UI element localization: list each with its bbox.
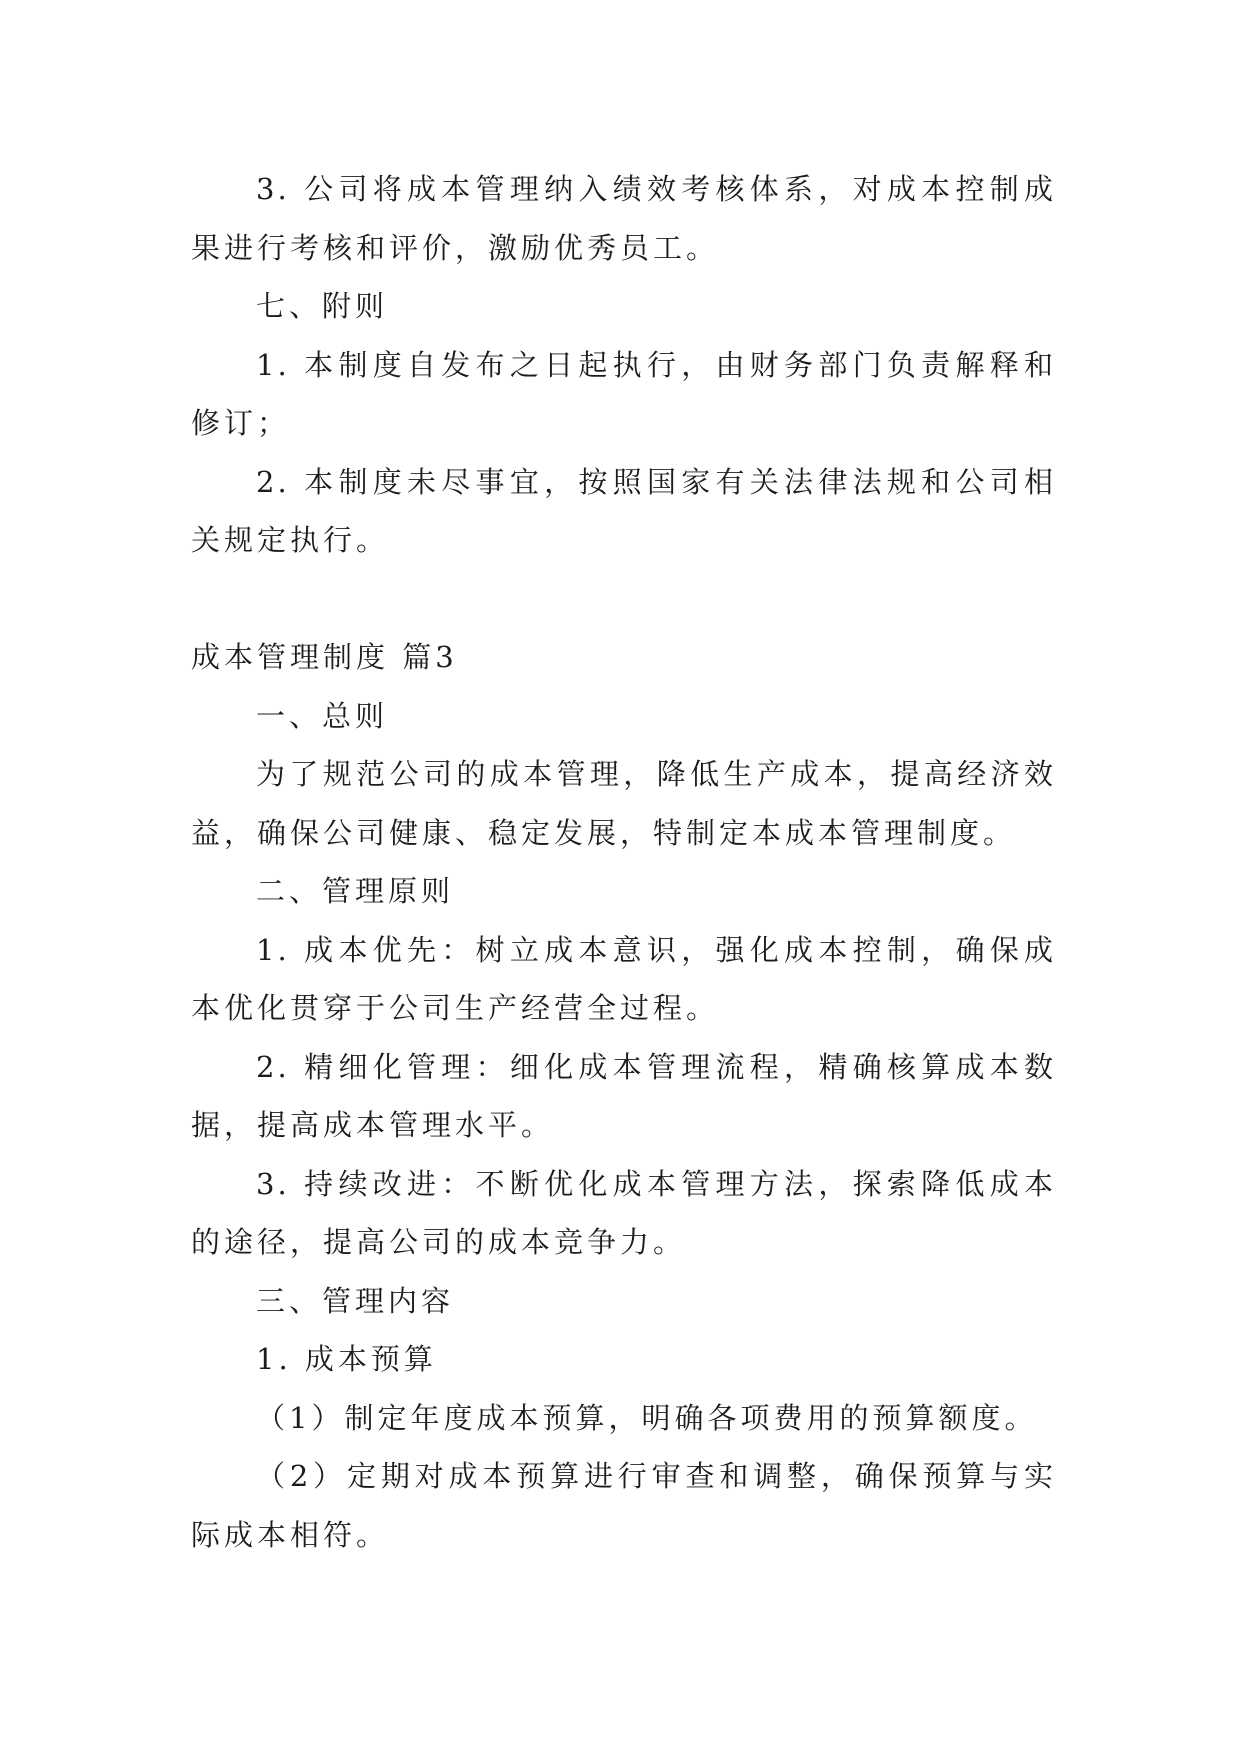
paragraph-performance-review xyxy=(191,160,1056,277)
paragraph-principle-3 xyxy=(191,1155,1056,1272)
paragraph-line: 际成本相符。 xyxy=(191,1517,390,1552)
paragraph-line: 益，确保公司健康、稳定发展，特制定本成本管理制度。 xyxy=(191,815,1017,850)
paragraph-line: （2）定期对成本预算进行审查和调整，确保预算与实 xyxy=(256,1459,1056,1493)
paragraph-principle-1 xyxy=(191,921,1056,1038)
paragraph-line: （1）制定年度成本预算，明确各项费用的预算额度。 xyxy=(256,1400,1038,1435)
section-heading-principles: 二、管理原则 xyxy=(256,874,455,908)
document-part-title: 成本管理制度 篇3 xyxy=(191,640,458,674)
paragraph-appendix-1 xyxy=(191,336,1056,453)
paragraph-line: 果进行考核和评价，激励优秀员工。 xyxy=(191,230,720,265)
paragraph-line: 2. 精细化管理：细化成本管理流程，精确核算成本数 xyxy=(256,1049,1056,1084)
paragraph-line: 3. 公司将成本管理纳入绩效考核体系，对成本控制成 xyxy=(256,172,1056,206)
paragraph-line: 修订； xyxy=(191,406,291,440)
subheading-cost-budget: 1. 成本预算 xyxy=(256,1342,437,1376)
paragraph-principle-2 xyxy=(191,1038,1056,1155)
document-body xyxy=(191,160,1056,1564)
paragraph-line: 1. 成本优先：树立成本意识，强化成本控制，确保成 xyxy=(256,932,1056,967)
section-heading-general: 一、总则 xyxy=(256,698,389,733)
section-heading-content: 三、管理内容 xyxy=(256,1283,455,1318)
blank-line xyxy=(191,570,1056,629)
paragraph-line: 本优化贯穿于公司生产经营全过程。 xyxy=(191,991,720,1025)
paragraph-budget-item-2 xyxy=(191,1447,1056,1564)
paragraph-line: 2. 本制度未尽事宜，按照国家有关法律法规和公司相 xyxy=(256,464,1056,499)
paragraph-general xyxy=(191,745,1056,862)
paragraph-line: 关规定执行。 xyxy=(191,523,390,557)
section-heading-appendix: 七、附则 xyxy=(256,289,389,323)
paragraph-line: 据，提高成本管理水平。 xyxy=(191,1108,555,1142)
paragraph-line: 为了规范公司的成本管理，降低生产成本，提高经济效 xyxy=(256,757,1056,791)
paragraph-appendix-2 xyxy=(191,453,1056,570)
paragraph-line: 1. 本制度自发布之日起执行，由财务部门负责解释和 xyxy=(256,347,1056,382)
paragraph-line: 的途径，提高公司的成本竞争力。 xyxy=(191,1225,687,1259)
paragraph-line: 3. 持续改进：不断优化成本管理方法，探索降低成本 xyxy=(256,1166,1056,1201)
paragraph-budget-item-1 xyxy=(191,1389,1056,1448)
